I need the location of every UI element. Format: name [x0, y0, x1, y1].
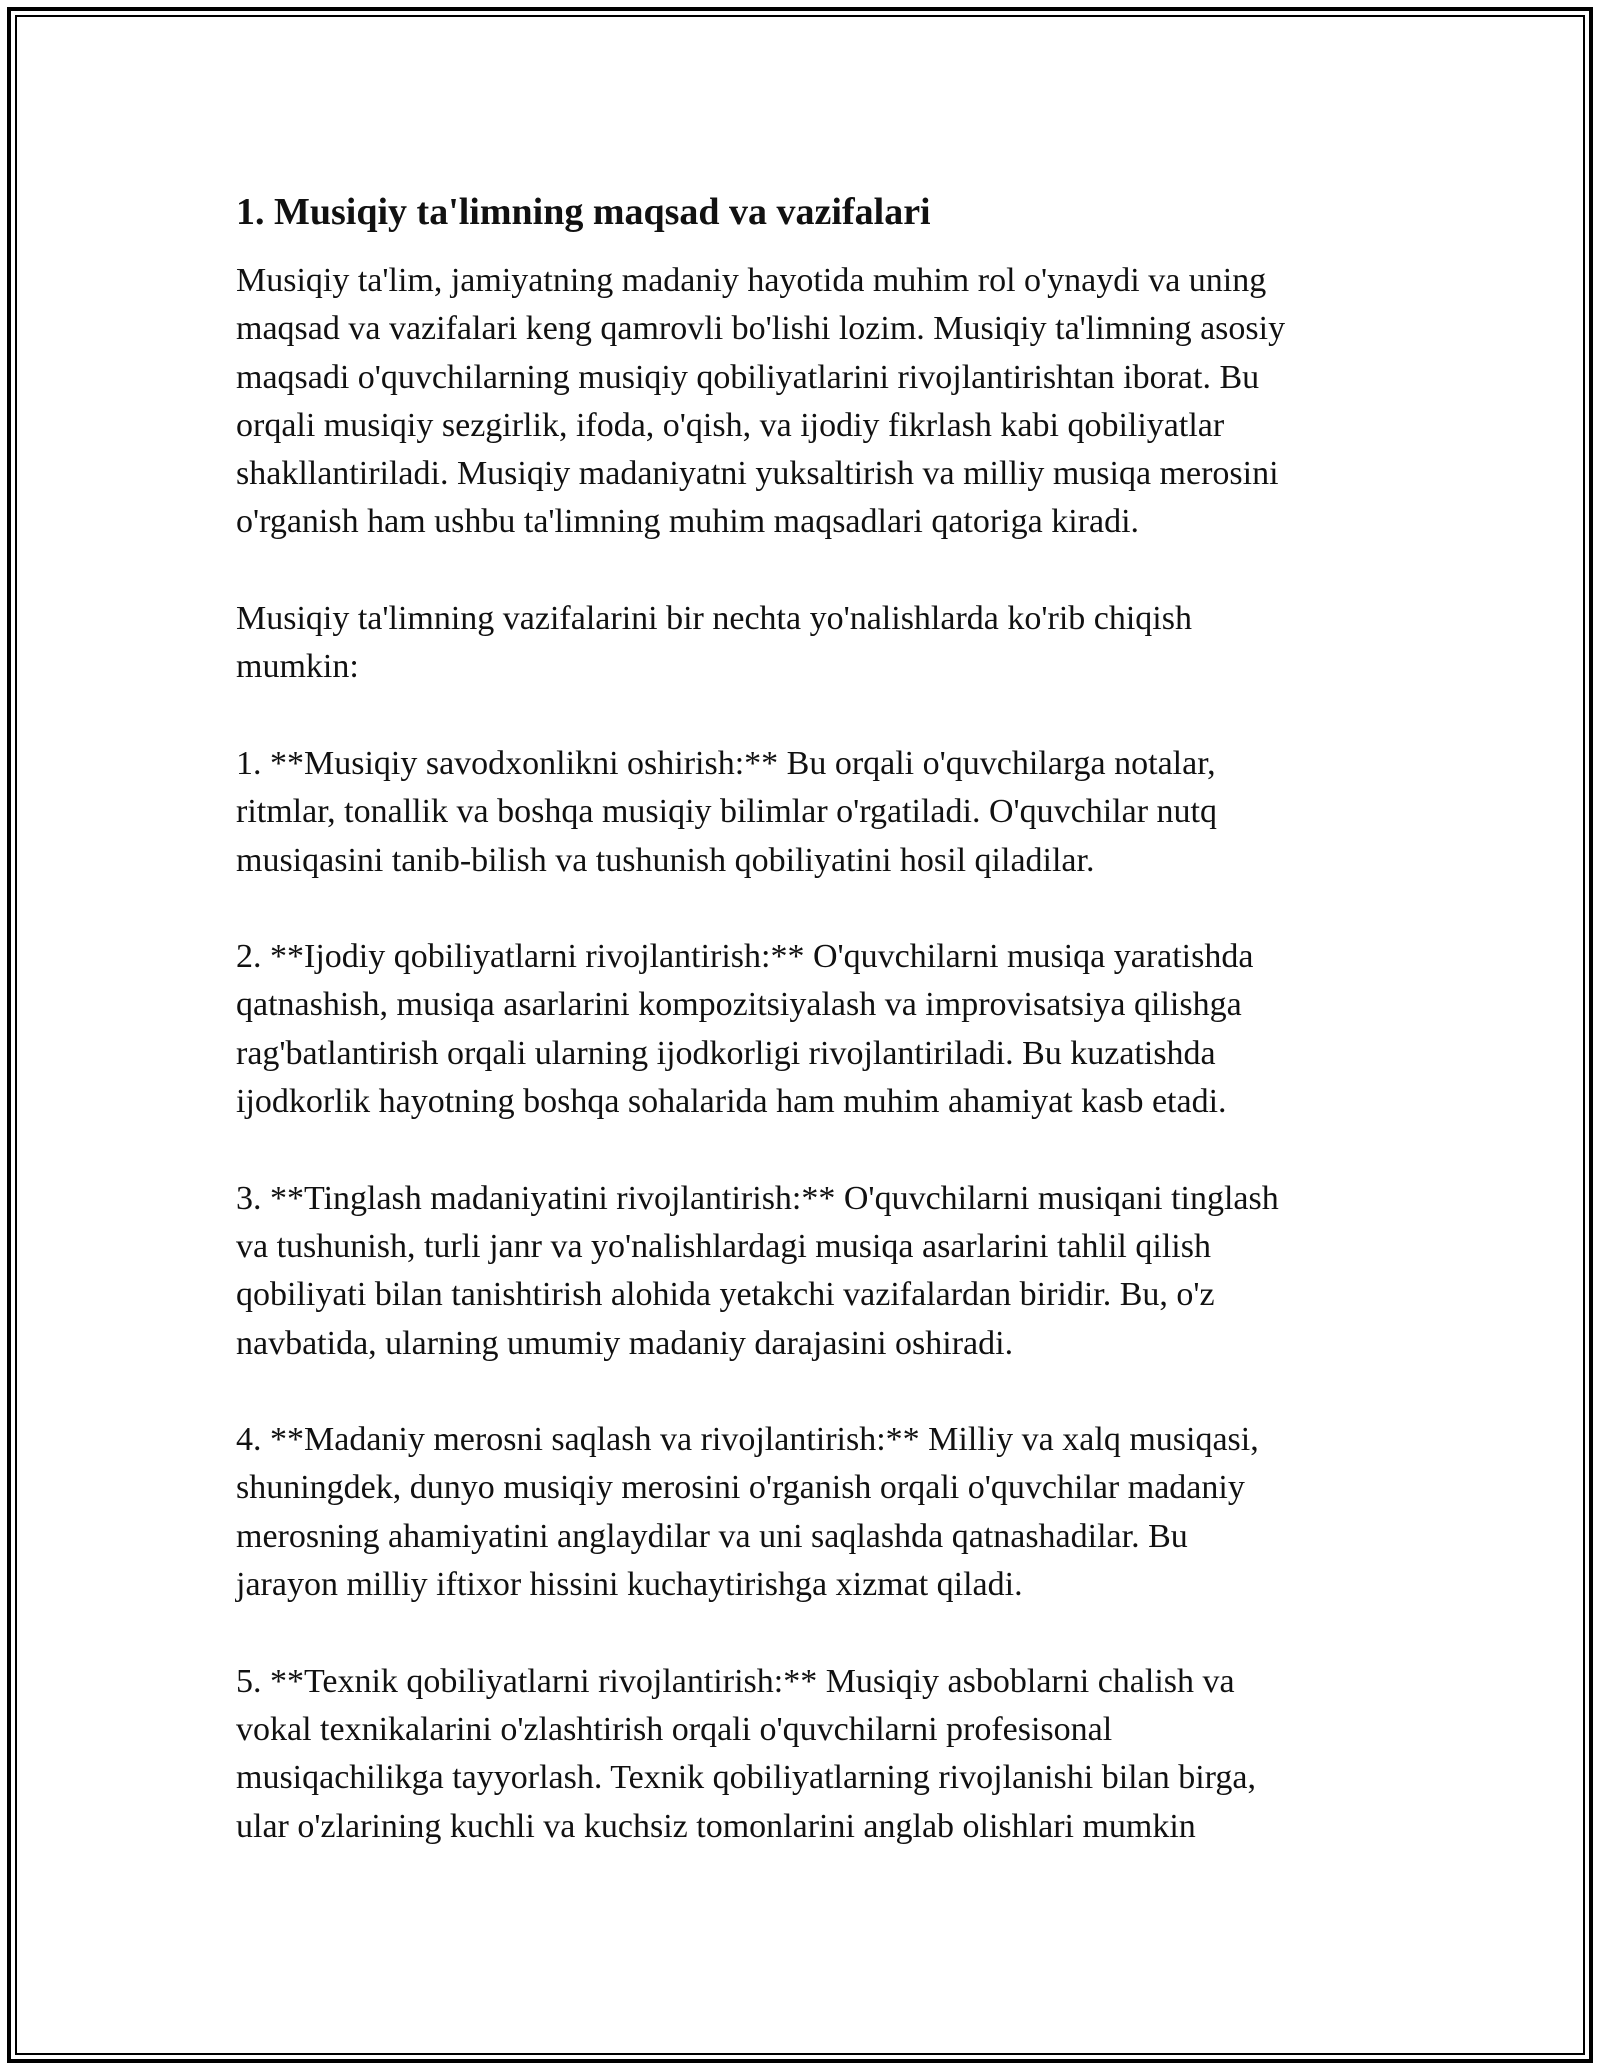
list-item: 5. **Texnik qobiliyatlarni rivojlantirish:** Musiqiy asboblarni chalish va vokal texnikalarini o'zlashtirish orqali o'quvchilarni profesisonal musiqachilikga tayyorlash. Texnik qobiliyatlarning rivojlanishi bilan birga, ular o'zlarining kuchli va kuchsiz tomonlarini anglab olishlari mumkin [236, 1662, 1256, 1845]
lead-paragraph: Musiqiy ta'limning vazifalarini bir nechta yo'nalishlarda ko'rib chiqish mumkin: [236, 600, 1192, 686]
list-item: 2. **Ijodiy qobiliyatlarni rivojlantirish:** O'quvchilarni musiqa yaratishda qatnashish, musiqa asarlarini kompozitsiyalash va improvisatsiya qilishga rag'batlantirish orqali ularning ijodkorligi rivojlantiriladi. Bu kuzatishda ijodkorlik hayotning boshqa sohalarida ham muhim ahamiyat kasb etadi. [236, 938, 1254, 1121]
document-body [236, 186, 1376, 1851]
intro-paragraph: Musiqiy ta'lim, jamiyatning madaniy hayotida muhim rol o'ynaydi va uning maqsad va vazifalari keng qamrovli bo'lishi lozim. Musiqiy ta'limning asosiy maqsadi o'quvchilarning musiqiy qobiliyatlarini rivojlantirishtan iborat. Bu orqali musiqiy sezgirlik, ifoda, o'qish, va ijodiy fikrlash kabi qobiliyatlar shakllantiriladi. Musiqiy madaniyatni yuksaltirish va milliy musiqa merosini o'rganish ham ushbu ta'limning muhim maqsadlari qatoriga kiradi. [236, 262, 1286, 541]
section-title: 1. Musiqiy ta'limning maqsad va vazifalari [236, 191, 931, 233]
list-item: 1. **Musiqiy savodxonlikni oshirish:** Bu orqali o'quvchilarga notalar, ritmlar, tonallik va boshqa musiqiy bilimlar o'rgatiladi. O'quvchilar nutq musiqasini tanib-bilish va tushunish qobiliyatini hosil qiladilar. [236, 744, 1217, 879]
list-item: 3. **Tinglash madaniyatini rivojlantirish:** O'quvchilarni musiqani tinglash va tushunish, turli janr va yo'nalishlardagi musiqa asarlarini tahlil qilish qobiliyati bilan tanishtirish alohida yetakchi vazifalardan biridir. Bu, o'z navbatida, ularning umumiy madaniy darajasini oshiradi. [236, 1179, 1279, 1362]
list-item: 4. **Madaniy merosni saqlash va rivojlantirish:** Milliy va xalq musiqasi, shuningdek, dunyo musiqiy merosini o'rganish orqali o'quvchilar madaniy merosning ahamiyatini anglaydilar va uni saqlashda qatnashadilar. Bu jarayon milliy iftixor hissini kuchaytirishga xizmat qiladi. [236, 1421, 1259, 1604]
